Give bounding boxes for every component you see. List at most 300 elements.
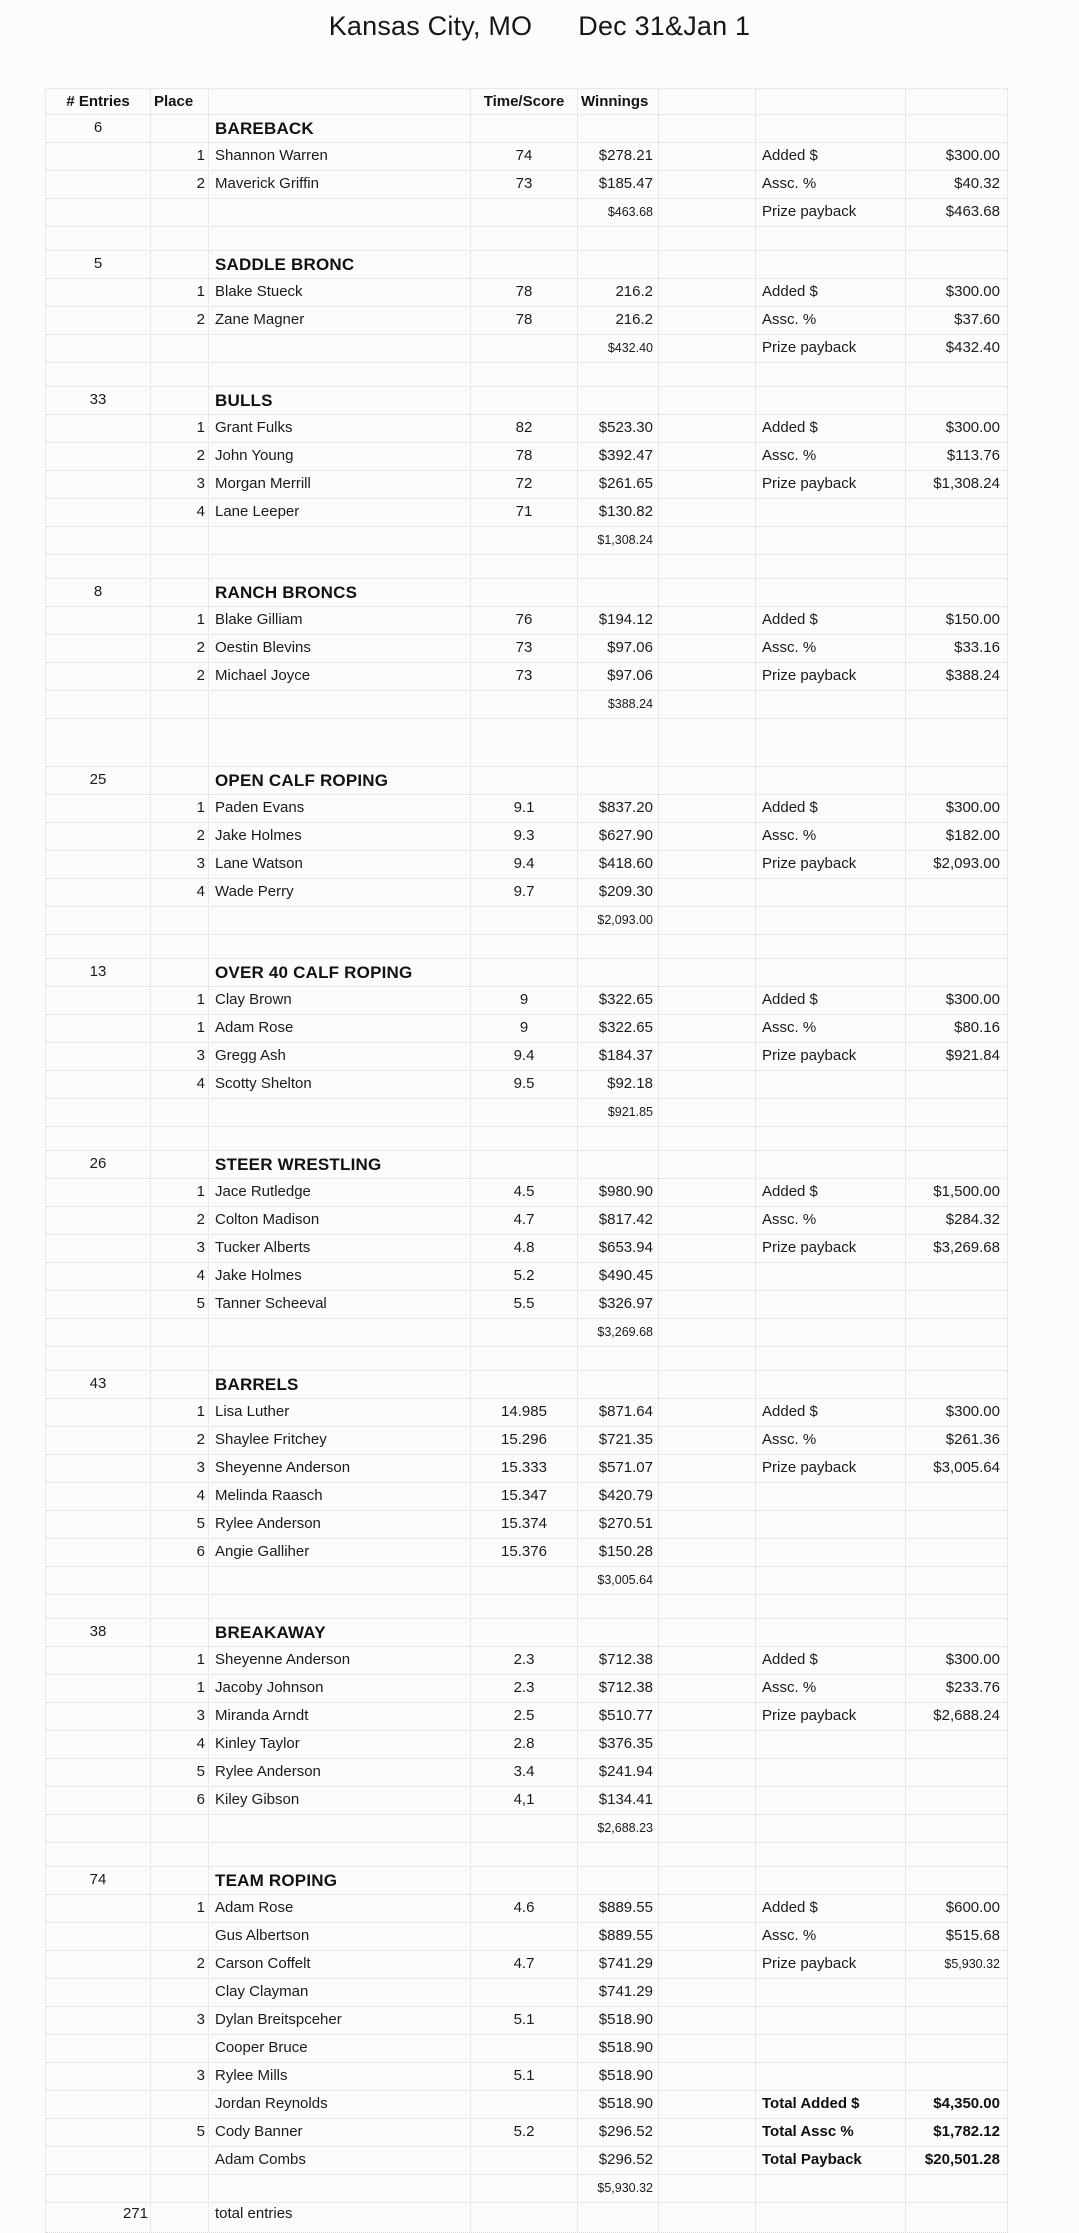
payout-label-cell — [756, 1319, 906, 1346]
column-header-entries: # Entries — [46, 89, 151, 115]
payout-label: Total Added $ — [756, 2091, 906, 2118]
payout-label-cell — [756, 2203, 906, 2232]
place-value: 4 — [151, 1483, 209, 1510]
entries-cell — [46, 2007, 151, 2034]
place-cell — [151, 907, 209, 934]
contestant-name: Rylee Anderson — [209, 1759, 471, 1786]
time-score-value: 4.7 — [471, 1207, 578, 1234]
place-value: 3 — [151, 1455, 209, 1482]
gap-cell — [659, 443, 756, 470]
time-score-value: 9.1 — [471, 795, 578, 822]
payout-label: Prize payback — [756, 1235, 906, 1262]
entries-cell — [46, 987, 151, 1014]
place-cell — [151, 335, 209, 362]
contestant-name: Michael Joyce — [209, 663, 471, 690]
payout-amount-cell — [906, 89, 1008, 115]
gap-cell — [659, 1647, 756, 1674]
contestant-name: Grant Fulks — [209, 415, 471, 442]
payout-amount: $3,005.64 — [906, 1455, 1008, 1482]
place-value: 1 — [151, 1015, 209, 1042]
payout-amount-cell — [906, 935, 1008, 958]
payout-label-cell — [756, 1151, 906, 1179]
winnings-value: $712.38 — [578, 1675, 659, 1702]
winnings-value: $571.07 — [578, 1455, 659, 1482]
time-score-value: 78 — [471, 307, 578, 334]
payout-amount-cell — [906, 907, 1008, 934]
payout-label: Total Payback — [756, 2147, 906, 2174]
payout-label: Assc. % — [756, 1015, 906, 1042]
time-score-value: 78 — [471, 443, 578, 470]
payout-label: Assc. % — [756, 823, 906, 850]
entries-cell — [46, 1319, 151, 1346]
entries-cell — [46, 795, 151, 822]
entries-cell — [46, 471, 151, 498]
contestant-name: Shaylee Fritchey — [209, 1427, 471, 1454]
name-cell — [209, 335, 471, 362]
payout-amount: $37.60 — [906, 307, 1008, 334]
time-score-cell — [471, 363, 578, 386]
contestant-name: Melinda Raasch — [209, 1483, 471, 1510]
name-cell — [209, 1815, 471, 1842]
place-value: 2 — [151, 171, 209, 198]
payout-label: Prize payback — [756, 1703, 906, 1730]
gap-cell — [659, 143, 756, 170]
payout-amount: $5,930.32 — [906, 1951, 1008, 1978]
result-row — [46, 851, 1008, 879]
payout-label-cell — [756, 387, 906, 415]
result-row — [46, 1455, 1008, 1483]
result-row — [46, 2091, 1008, 2119]
time-score-value: 15.333 — [471, 1455, 578, 1482]
payout-label-cell — [756, 363, 906, 386]
payout-amount-cell — [906, 1979, 1008, 2006]
time-score-value: 5.2 — [471, 2119, 578, 2146]
payout-label: Prize payback — [756, 199, 906, 226]
place-cell — [151, 691, 209, 718]
event-entry-count: 33 — [46, 387, 151, 415]
event-name: BAREBACK — [209, 115, 471, 143]
time-score-cell — [471, 1867, 578, 1895]
contestant-name: Rylee Anderson — [209, 1511, 471, 1538]
place-cell — [151, 1127, 209, 1150]
time-score-cell — [471, 2091, 578, 2118]
result-row — [46, 307, 1008, 335]
winnings-value: $150.28 — [578, 1539, 659, 1566]
payout-label: Assc. % — [756, 171, 906, 198]
event-entry-count: 74 — [46, 1867, 151, 1895]
event-entry-count: 5 — [46, 251, 151, 279]
gap-cell — [659, 663, 756, 690]
subtotal-row — [46, 527, 1008, 555]
gap-cell — [659, 1207, 756, 1234]
time-score-cell — [471, 767, 578, 795]
column-header-time-score: Time/Score — [471, 89, 578, 115]
gap-cell — [659, 1787, 756, 1814]
place-value: 3 — [151, 2063, 209, 2090]
gap-cell — [659, 935, 756, 958]
time-score-cell — [471, 1979, 578, 2006]
name-cell — [209, 1319, 471, 1346]
place-cell — [151, 719, 209, 766]
gap-cell — [659, 1015, 756, 1042]
result-row — [46, 1759, 1008, 1787]
payout-amount-cell — [906, 1291, 1008, 1318]
contestant-name: Jace Rutledge — [209, 1179, 471, 1206]
place-cell — [151, 1815, 209, 1842]
payout-label-cell — [756, 1619, 906, 1647]
name-cell — [209, 1595, 471, 1618]
winnings-value: $130.82 — [578, 499, 659, 526]
entries-cell — [46, 1647, 151, 1674]
contestant-name: Gregg Ash — [209, 1043, 471, 1070]
winnings-subtotal: $5,930.32 — [578, 2175, 659, 2202]
payout-amount: $921.84 — [906, 1043, 1008, 1070]
winnings-value: $97.06 — [578, 635, 659, 662]
place-cell — [151, 1843, 209, 1866]
contestant-name: Shannon Warren — [209, 143, 471, 170]
gap-cell — [659, 2175, 756, 2202]
time-score-cell — [471, 1619, 578, 1647]
gap-cell — [659, 1043, 756, 1070]
gap-cell — [659, 1979, 756, 2006]
gap-cell — [659, 1843, 756, 1866]
winnings-value: $889.55 — [578, 1923, 659, 1950]
payout-amount-cell — [906, 1539, 1008, 1566]
winnings-subtotal: $3,005.64 — [578, 1567, 659, 1594]
payout-label: Assc. % — [756, 635, 906, 662]
place-value: 1 — [151, 143, 209, 170]
time-score-value: 15.376 — [471, 1539, 578, 1566]
time-score-cell — [471, 2203, 578, 2232]
result-row — [46, 635, 1008, 663]
place-value: 3 — [151, 1043, 209, 1070]
winnings-value: $889.55 — [578, 1895, 659, 1922]
payout-amount: $1,308.24 — [906, 471, 1008, 498]
time-score-cell — [471, 1099, 578, 1126]
event-header-row — [46, 1371, 1008, 1399]
time-score-value: 74 — [471, 143, 578, 170]
event-entry-count: 43 — [46, 1371, 151, 1399]
time-score-value: 4.6 — [471, 1895, 578, 1922]
payout-label: Added $ — [756, 1399, 906, 1426]
result-row — [46, 2035, 1008, 2063]
payout-amount-cell — [906, 1371, 1008, 1399]
time-score-cell — [471, 387, 578, 415]
place-cell — [151, 227, 209, 250]
time-score-value: 9 — [471, 1015, 578, 1042]
place-value: 2 — [151, 1207, 209, 1234]
time-score-cell — [471, 691, 578, 718]
subtotal-row — [46, 1099, 1008, 1127]
entries-cell — [46, 143, 151, 170]
entries-cell — [46, 1207, 151, 1234]
winnings-value: $194.12 — [578, 607, 659, 634]
contestant-name: Tucker Alberts — [209, 1235, 471, 1262]
payout-amount: $300.00 — [906, 279, 1008, 306]
payout-label-cell — [756, 1539, 906, 1566]
contestant-name: Wade Perry — [209, 879, 471, 906]
payout-amount-cell — [906, 227, 1008, 250]
payout-label: Prize payback — [756, 1455, 906, 1482]
event-name: STEER WRESTLING — [209, 1151, 471, 1179]
payout-label-cell — [756, 251, 906, 279]
winnings-value: $418.60 — [578, 851, 659, 878]
payout-amount: $4,350.00 — [906, 2091, 1008, 2118]
gap-cell — [659, 307, 756, 334]
place-cell — [151, 387, 209, 415]
winnings-value: $326.97 — [578, 1291, 659, 1318]
payout-label: Added $ — [756, 607, 906, 634]
place-cell — [151, 1151, 209, 1179]
event-name: OPEN CALF ROPING — [209, 767, 471, 795]
gap-cell — [659, 2147, 756, 2174]
place-value: 4 — [151, 1263, 209, 1290]
payout-amount-cell — [906, 1071, 1008, 1098]
winnings-cell — [578, 2203, 659, 2232]
payout-amount: $3,269.68 — [906, 1235, 1008, 1262]
entries-cell — [46, 663, 151, 690]
payout-amount-cell — [906, 251, 1008, 279]
gap-cell — [659, 2119, 756, 2146]
entries-cell — [46, 1455, 151, 1482]
event-header-row — [46, 767, 1008, 795]
place-cell — [151, 199, 209, 226]
gap-cell — [659, 579, 756, 607]
gap-cell — [659, 227, 756, 250]
time-score-value: 4.8 — [471, 1235, 578, 1262]
result-row — [46, 1015, 1008, 1043]
entries-cell — [46, 1427, 151, 1454]
place-cell — [151, 959, 209, 987]
entries-cell — [46, 1567, 151, 1594]
gap-cell — [659, 1151, 756, 1179]
contestant-name: Cooper Bruce — [209, 2035, 471, 2062]
winnings-value: $817.42 — [578, 1207, 659, 1234]
time-score-cell — [471, 555, 578, 578]
entries-cell — [46, 199, 151, 226]
spacer-row — [46, 719, 1008, 767]
event-header-row — [46, 387, 1008, 415]
winnings-value: $653.94 — [578, 1235, 659, 1262]
time-score-cell — [471, 227, 578, 250]
title-location: Kansas City, MO — [328, 11, 533, 41]
time-score-value: 9.4 — [471, 1043, 578, 1070]
place-value: 1 — [151, 279, 209, 306]
spacer-row — [46, 935, 1008, 959]
result-row — [46, 879, 1008, 907]
entries-cell — [46, 1127, 151, 1150]
result-row — [46, 2063, 1008, 2091]
place-cell — [151, 2175, 209, 2202]
contestant-name: Rylee Mills — [209, 2063, 471, 2090]
winnings-value: $837.20 — [578, 795, 659, 822]
event-name: TEAM ROPING — [209, 1867, 471, 1895]
name-cell — [209, 227, 471, 250]
time-score-value: 73 — [471, 171, 578, 198]
payout-label-cell — [756, 555, 906, 578]
payout-amount-cell — [906, 1595, 1008, 1618]
winnings-cell — [578, 767, 659, 795]
result-row — [46, 1895, 1008, 1923]
time-score-cell — [471, 199, 578, 226]
place-cell — [151, 115, 209, 143]
event-header-row — [46, 115, 1008, 143]
payout-label-cell — [756, 935, 906, 958]
payout-label: Assc. % — [756, 443, 906, 470]
payout-label: Prize payback — [756, 663, 906, 690]
gap-cell — [659, 499, 756, 526]
winnings-value: $510.77 — [578, 1703, 659, 1730]
payout-amount-cell — [906, 527, 1008, 554]
contestant-name: Carson Coffelt — [209, 1951, 471, 1978]
result-row — [46, 2007, 1008, 2035]
time-score-value: 2.5 — [471, 1703, 578, 1730]
result-row — [46, 1731, 1008, 1759]
payout-amount-cell — [906, 1263, 1008, 1290]
entries-cell — [46, 1291, 151, 1318]
winnings-value: $518.90 — [578, 2091, 659, 2118]
winnings-value: $185.47 — [578, 171, 659, 198]
place-value: 4 — [151, 1731, 209, 1758]
place-cell — [151, 579, 209, 607]
payout-amount: $300.00 — [906, 415, 1008, 442]
payout-label-cell — [756, 1595, 906, 1618]
payout-label-cell — [756, 1127, 906, 1150]
winnings-cell — [578, 1595, 659, 1618]
time-score-cell — [471, 2147, 578, 2174]
payout-amount-cell — [906, 1731, 1008, 1758]
winnings-value: $980.90 — [578, 1179, 659, 1206]
event-header-row — [46, 251, 1008, 279]
entries-cell — [46, 171, 151, 198]
payout-label-cell — [756, 1759, 906, 1786]
result-row — [46, 1235, 1008, 1263]
contestant-name: Sheyenne Anderson — [209, 1647, 471, 1674]
winnings-value: $420.79 — [578, 1483, 659, 1510]
winnings-value: $741.29 — [578, 1979, 659, 2006]
place-cell — [151, 935, 209, 958]
event-entry-count: 25 — [46, 767, 151, 795]
time-score-value: 71 — [471, 499, 578, 526]
entries-cell — [46, 1895, 151, 1922]
gap-cell — [659, 1235, 756, 1262]
payout-label: Added $ — [756, 795, 906, 822]
name-cell — [209, 363, 471, 386]
payout-amount-cell — [906, 1867, 1008, 1895]
winnings-value: $296.52 — [578, 2147, 659, 2174]
subtotal-row — [46, 1815, 1008, 1843]
entries-cell — [46, 443, 151, 470]
payout-label-cell — [756, 1815, 906, 1842]
winnings-cell — [578, 555, 659, 578]
payout-amount-cell — [906, 2203, 1008, 2232]
gap-cell — [659, 1371, 756, 1399]
name-cell — [209, 1843, 471, 1866]
time-score-value: 5.1 — [471, 2063, 578, 2090]
entries-cell — [46, 555, 151, 578]
payout-amount-cell — [906, 1511, 1008, 1538]
payout-amount: $463.68 — [906, 199, 1008, 226]
payout-amount: $2,688.24 — [906, 1703, 1008, 1730]
results-sheet — [45, 88, 1008, 2233]
result-row — [46, 1923, 1008, 1951]
result-row — [46, 663, 1008, 691]
time-score-value: 2.8 — [471, 1731, 578, 1758]
payout-amount: $515.68 — [906, 1923, 1008, 1950]
gap-cell — [659, 1539, 756, 1566]
spacer-row — [46, 1595, 1008, 1619]
gap-cell — [659, 199, 756, 226]
winnings-value: $741.29 — [578, 1951, 659, 1978]
contestant-name: Clay Brown — [209, 987, 471, 1014]
gap-cell — [659, 1427, 756, 1454]
payout-label-cell — [756, 2007, 906, 2034]
result-row — [46, 1427, 1008, 1455]
winnings-value: $261.65 — [578, 471, 659, 498]
payout-amount-cell — [906, 387, 1008, 415]
page-title — [0, 11, 1079, 42]
payout-label-cell — [756, 1263, 906, 1290]
contestant-name: Jake Holmes — [209, 1263, 471, 1290]
payout-label-cell — [756, 907, 906, 934]
contestant-name: Gus Albertson — [209, 1923, 471, 1950]
payout-label-cell — [756, 1567, 906, 1594]
place-value: 1 — [151, 1675, 209, 1702]
total-entries-row — [46, 2203, 1008, 2233]
result-row — [46, 143, 1008, 171]
place-value: 5 — [151, 2119, 209, 2146]
entries-cell — [46, 2035, 151, 2062]
place-cell — [151, 2035, 209, 2062]
event-entry-count: 38 — [46, 1619, 151, 1647]
payout-label: Added $ — [756, 1179, 906, 1206]
payout-label: Assc. % — [756, 1427, 906, 1454]
entries-cell — [46, 1759, 151, 1786]
place-value: 5 — [151, 1511, 209, 1538]
time-score-cell — [471, 1567, 578, 1594]
time-score-value: 82 — [471, 415, 578, 442]
payout-label: Added $ — [756, 415, 906, 442]
entries-cell — [46, 1043, 151, 1070]
place-value: 1 — [151, 795, 209, 822]
contestant-name: Maverick Griffin — [209, 171, 471, 198]
payout-label-cell — [756, 115, 906, 143]
gap-cell — [659, 279, 756, 306]
entries-cell — [46, 2147, 151, 2174]
payout-amount: $300.00 — [906, 1399, 1008, 1426]
name-cell — [209, 199, 471, 226]
payout-label-cell — [756, 1291, 906, 1318]
contestant-name: Tanner Scheeval — [209, 1291, 471, 1318]
payout-label-cell — [756, 1071, 906, 1098]
payout-amount-cell — [906, 1567, 1008, 1594]
entries-cell — [46, 279, 151, 306]
entries-cell — [46, 907, 151, 934]
time-score-value: 73 — [471, 663, 578, 690]
event-entry-count: 13 — [46, 959, 151, 987]
gap-cell — [659, 471, 756, 498]
contestant-name: Jordan Reynolds — [209, 2091, 471, 2118]
event-header-row — [46, 959, 1008, 987]
name-cell — [209, 555, 471, 578]
entries-cell — [46, 851, 151, 878]
time-score-cell — [471, 1815, 578, 1842]
payout-label: Prize payback — [756, 1043, 906, 1070]
result-row — [46, 1979, 1008, 2007]
spacer-row — [46, 1347, 1008, 1371]
winnings-value: $92.18 — [578, 1071, 659, 1098]
payout-amount-cell — [906, 2007, 1008, 2034]
